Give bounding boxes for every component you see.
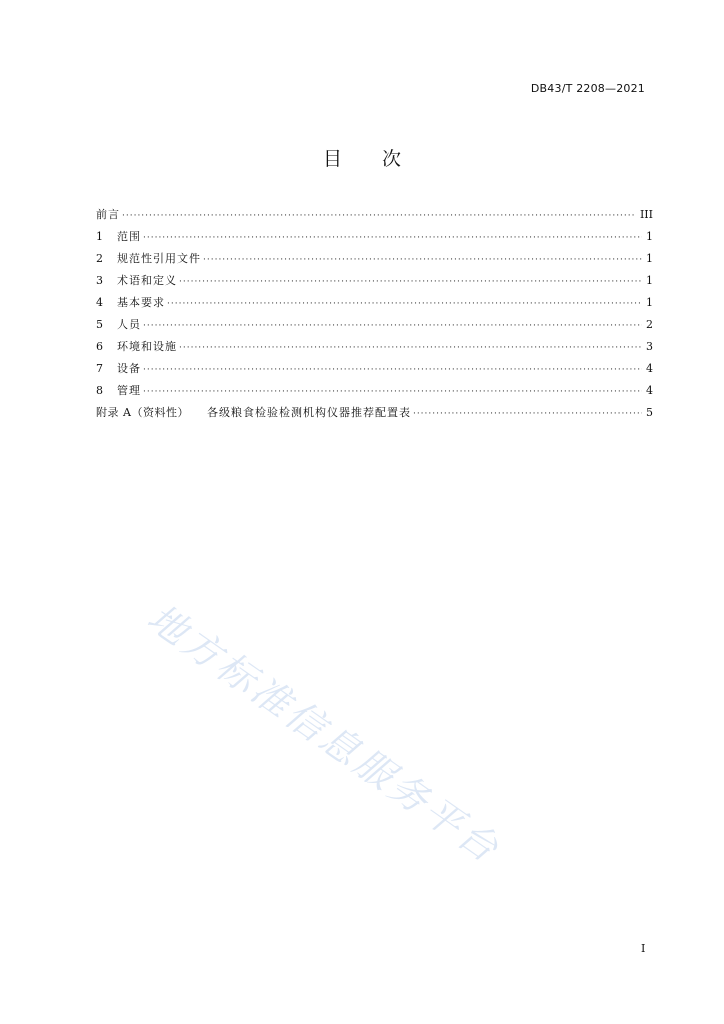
toc-entry-4[interactable]	[96, 292, 653, 314]
toc-entry-page: 1	[646, 252, 653, 265]
toc-entry-label: 设备	[117, 362, 141, 375]
toc-entry-label: 规范性引用文件	[117, 252, 201, 265]
toc-entry-page: 3	[646, 340, 653, 353]
toc-entry-number: 7	[96, 362, 103, 375]
toc-entry-page: 1	[646, 274, 653, 287]
toc-entry-page: 2	[646, 318, 653, 331]
toc-leader-dots	[179, 337, 642, 359]
toc-entry-7[interactable]	[96, 358, 653, 380]
toc-entry-number: 8	[96, 384, 103, 397]
toc-entry-8[interactable]	[96, 380, 653, 402]
toc-leader-dots	[122, 205, 636, 227]
toc-entry-foreword[interactable]	[96, 204, 653, 226]
toc-entry-page: 1	[646, 296, 653, 309]
toc-leader-dots	[143, 227, 642, 249]
page-title: 目次	[322, 148, 441, 170]
toc-entry-label: 各级粮食检验检测机构仪器推荐配置表	[206, 406, 411, 419]
toc-entry-label: 范围	[117, 230, 141, 243]
toc-entry-page: 4	[646, 362, 653, 375]
toc-entry-page: 5	[646, 406, 653, 419]
toc-entry-2[interactable]	[96, 248, 653, 270]
toc-entry-3[interactable]	[96, 270, 653, 292]
toc-entry-number: 1	[96, 230, 103, 243]
toc-entry-number: 2	[96, 252, 103, 265]
document-code: DB43/T 2208—2021	[530, 82, 645, 95]
toc-entry-label: 前言	[96, 208, 120, 221]
toc-entry-1[interactable]	[96, 226, 653, 248]
toc-leader-dots	[143, 359, 642, 381]
toc-entry-5[interactable]	[96, 314, 653, 336]
toc-entry-label: 管理	[117, 384, 141, 397]
toc-entry-page: 4	[646, 384, 653, 397]
toc-entry-number: 6	[96, 340, 103, 353]
toc-entry-label: 基本要求	[117, 296, 165, 309]
toc-entry-label: 术语和定义	[117, 274, 177, 287]
toc-entry-number: 3	[96, 274, 103, 287]
toc-entry-appendix-a[interactable]	[96, 402, 653, 424]
toc-leader-dots	[143, 315, 642, 337]
toc-entry-page: 1	[646, 230, 653, 243]
toc-entry-label: 环境和设施	[117, 340, 177, 353]
toc-leader-dots	[413, 403, 642, 425]
toc-leader-dots	[167, 293, 642, 315]
page-number: I	[641, 942, 646, 955]
toc-entry-label: 人员	[117, 318, 141, 331]
toc-entry-6[interactable]	[96, 336, 653, 358]
watermark-text: 地方标准信息服务平台	[139, 595, 509, 873]
toc-leader-dots	[143, 381, 642, 403]
toc-entry-page: III	[639, 208, 653, 221]
toc-leader-dots	[179, 271, 642, 293]
toc-entry-number: 5	[96, 318, 103, 331]
toc-appendix-id: 附录 A（资料性）	[96, 406, 189, 419]
toc-entry-number: 4	[96, 296, 103, 309]
toc-leader-dots	[203, 249, 642, 271]
table-of-contents	[96, 204, 653, 424]
